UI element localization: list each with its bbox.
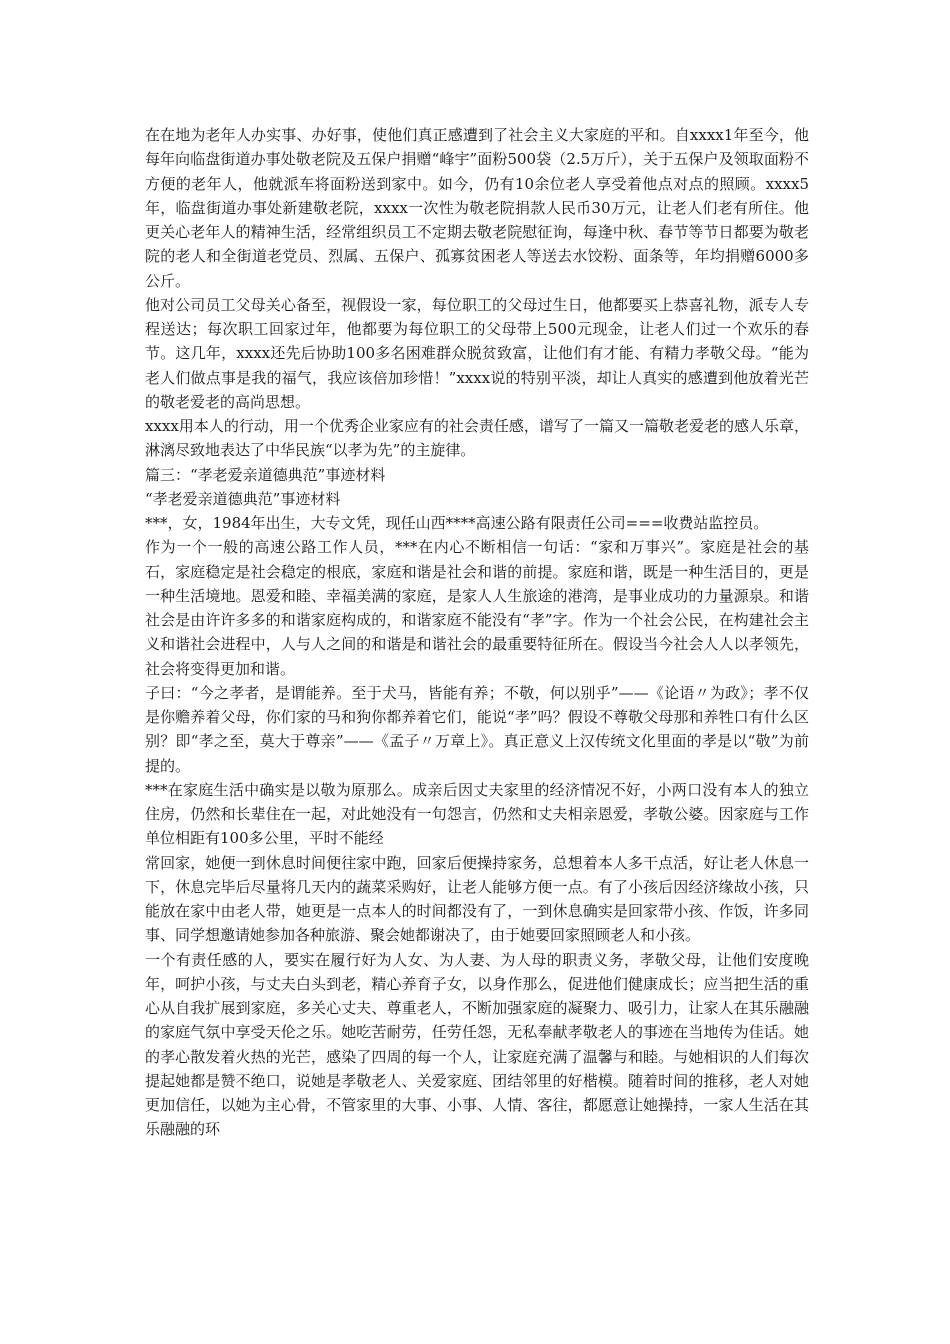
section-subheading: “孝老爱亲道德典范”事迹材料 (145, 489, 341, 508)
paragraph-going-home: 常回家，她便一到休息时间便往家中跑，回家后便操持家务，总想着本人多干点活，好让老人休息一下，休息完毕后尽量将几天内的蔬菜采购好，让老人能够方便一点。有了小孩后因经济缘故小孩，只能放在家中由老人带，她更是一点本人的时间都没有了，一到休息确实是回家带小孩、作饭，许多同事、同学想邀请她参加各种旅游、聚会她都谢决了，由于她要回家照顾老人和小孩。 (145, 853, 809, 945)
paragraph-elderly-care: 在在地为老年人办实事、办好事，使他们真正感遭到了社会主义大家庭的平和。自xxxx1年至今，他每年向临盘街道办事处敬老院及五保户捐赠“峰宇”面粉500袋（2.5万斤），关于五保户及领取面粉不方便的老年人，他就派车将面粉送到家中。如今，仍有10余位老人享受着他点对点的照顾。xxxx5年，临盘街道办事处新建敬老院，xxxx一次性为敬老院捐款人民币30万元，让老人们老有所住。他更关心老年人的精神生活，经常组织员工不定期去敬老院慰征询，每逢中秋、春节等节日都要为敬老院的老人和全街道老党员、烈属、五保户、孤寡贫困老人等送去水饺粉、面条等，年均捐赠6000多公斤。 (145, 126, 809, 290)
paragraph-employee-parents: 他对公司员工父母关心备至，视假设一家，每位职工的父母过生日，他都要买上恭喜礼物，派专人专程送达；每次职工回家过年，他都要为每位职工的父母带上500元现金，让老人们过一个欢乐的春节。这几年，xxxx还先后协助100多名困难群众脱贫致富，让他们有才能、有精力孝敬父母。“能为老人们做点事是我的福气，我应该倍加珍惜！”xxxx说的特别平淡，却让人真实的感遭到他放着光芒的敬老爱老的高尚思想。 (145, 295, 809, 411)
paragraph-confucius-quote: 子曰：“今之孝者，是谓能养。至于犬马，皆能有养；不敬，何以别乎”——《论语〃为政》；孝不仅是你赡养着父母，你们家的马和狗你都养着它们，能说“孝”吗？假设不尊敬父母那和养牲口有什么区别？即“孝之至，莫大于尊亲”——《孟子〃万章上》。真正意义上汉传统文化里面的孝是以“敬”为前提的。 (145, 683, 809, 775)
paragraph-responsibility: 一个有责任感的人，要实在履行好为人女、为人妻、为人母的职责义务，孝敬父母，让他们安度晚年，呵护小孩，与丈夫白头到老，精心养育子女，以身作那么，促进他们健康成长；应当把生活的重心从自我扩展到家庭，多关心丈夫、尊重老人，不断加强家庭的凝聚力、吸引力，让家人在其乐融融的家庭气氛中享受天伦之乐。她吃苦耐劳，任劳任怨，无私奉献孝敬老人的事迹在当地传为佳话。她的孝心散发着火热的光芒，感染了四周的每一个人，让家庭充满了温馨与和睦。与她相识的人们每次提起她都是赞不绝口，说她是孝敬老人、关爱家庭、团结邻里的好楷模。随着时间的推移，老人对她更加信任，以她为主心骨，不管家里的大事、小事、人情、客往，都愿意让她操持，一家人生活在其乐融融的环 (145, 950, 809, 1139)
paragraph-social-responsibility: xxxx用本人的行动，用一个优秀企业家应有的社会责任感，谱写了一篇又一篇敬老爱老的感人乐章，淋漓尽致地表达了中华民族“以孝为先”的主旋律。 (145, 417, 809, 460)
paragraph-profile: ***，女，1984年出生，大专文凭，现任山西****高速公路有限责任公司===收费站监控员。 (145, 514, 769, 532)
document-page (145, 123, 809, 1142)
paragraph-respect-family: ***在家庭生活中确实是以敬为原那么。成亲后因丈夫家里的经济情况不好，小两口没有本人的独立住房，仍然和长辈住在一起，对此她没有一句怨言，仍然和丈夫相亲恩爱，孝敬公婆。因家庭与工作单位相距有100多公里，平时不能经 (145, 780, 809, 848)
section-heading: 篇三：“孝老爱亲道德典范”事迹材料 (145, 465, 386, 484)
paragraph-family-harmony: 作为一个一般的高速公路工作人员，***在内心不断相信一句话：“家和万事兴”。家庭是社会的基石，家庭稳定是社会稳定的根底，家庭和谐是社会和谐的前提。家庭和谐，既是一种生活目的，更是一种生活境地。恩爱和睦、幸福美满的家庭，是家人人生旅途的港湾，是事业成功的力量源泉。和谐社会是由许许多多的和谐家庭构成的，和谐家庭不能没有“孝”字。作为一个社会公民，在构建社会主义和谐社会进程中，人与人之间的和谐是和谐社会的最重要特征所在。假设当今社会人人以孝领先，社会将变得更加和谐。 (145, 538, 809, 678)
